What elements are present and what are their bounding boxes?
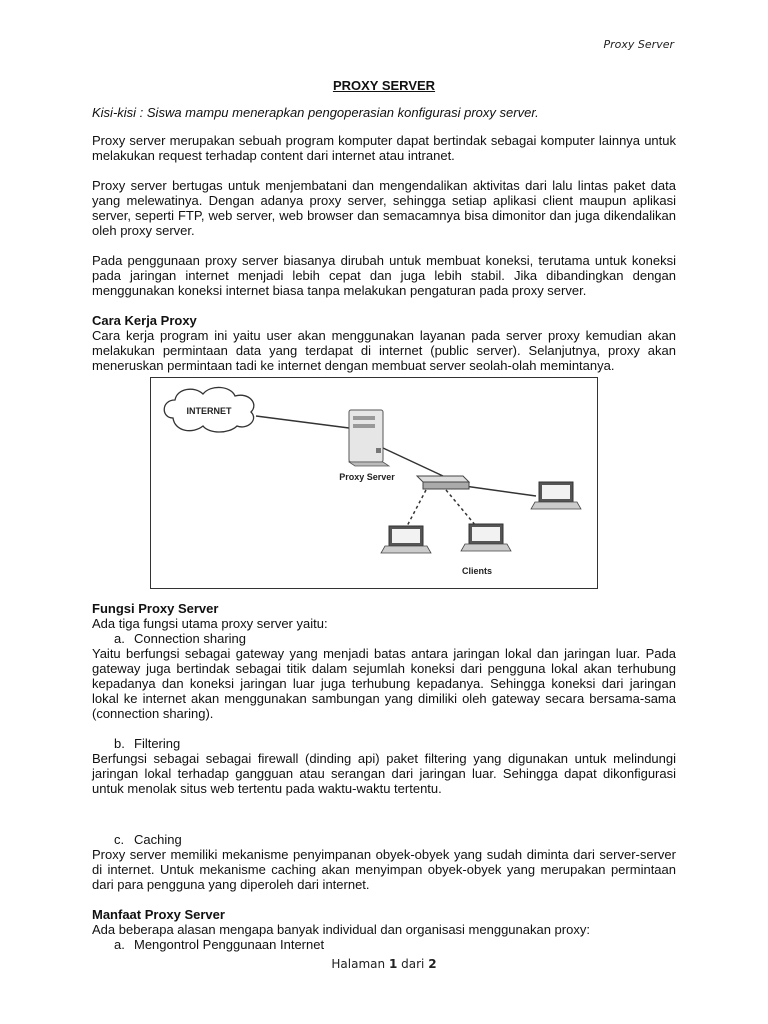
list-item-label: Mengontrol Penggunaan Internet <box>134 937 325 952</box>
intro-paragraph-3: Pada penggunaan proxy server biasanya dirubah untuk membuat koneksi, terutama untuk koneksi pada jaringan internet menjadi lebih cepat dan juga lebih stabil. Jika dibandingkan dengan menggunakan koneksi internet biasa tanpa melakukan pengaturan pada proxy server. <box>92 253 676 298</box>
proxy-server-label: Proxy Server <box>339 472 395 482</box>
manfaat-intro: Ada beberapa alasan mengapa banyak individual dan organisasi menggunakan proxy: <box>92 922 590 937</box>
internet-label: INTERNET <box>186 406 232 416</box>
fungsi-heading: Fungsi Proxy Server <box>92 601 219 616</box>
footer-page-number: 1 <box>388 957 398 971</box>
line-internet-proxy <box>256 416 349 428</box>
fungsi-item-a <box>92 631 676 646</box>
clients-label: Clients <box>461 566 493 576</box>
fungsi-item-b <box>92 736 676 751</box>
manfaat-item-a <box>92 937 676 952</box>
laptop-icon-left <box>381 526 431 553</box>
fungsi-item-c <box>92 832 676 847</box>
cara-kerja-text: Cara kerja program ini yaitu user akan menggunakan layanan pada server proxy kemudian akan melakukan permintaan data yang terdapat di internet (public server). Selanjutnya, proxy akan meneruskan permintaan tadi ke internet dengan membuat server seolah-olah memintanya. <box>92 328 676 373</box>
intro-paragraph-1: Proxy server merupakan sebuah program komputer dapat bertindak sebagai komputer lainnya untuk melakukan request terhadap content dari internet atau intranet. <box>92 133 676 163</box>
cara-kerja-heading: Cara Kerja Proxy <box>92 313 197 328</box>
fungsi-item-a-text: Yaitu berfungsi sebagai gateway yang menjadi batas antara jaringan lokal dan jaringan luar. Pada gateway juga bertindak sebagai titik dalam sejumlah koneksi dari pengguna lokal akan terhubung kepadanya dan koneksi jaringan luar juga terhubung kepadanya. Sehingga koneksi dari jaringan lokal ke internet akan menggunakan sambungan yang dimiliki oleh gateway secara bersama-sama (connection sharing). <box>92 646 676 721</box>
document-body <box>92 105 676 952</box>
list-item-label: Caching <box>134 832 182 847</box>
server-icon <box>349 410 389 466</box>
list-item-label: Connection sharing <box>134 631 247 646</box>
fungsi-intro: Ada tiga fungsi utama proxy server yaitu: <box>92 616 328 631</box>
footer-prefix: Halaman <box>331 957 386 971</box>
footer-separator: dari <box>401 957 425 971</box>
kisi-kisi: Kisi-kisi : Siswa mampu menerapkan pengoperasian konfigurasi proxy server. <box>92 105 539 120</box>
fungsi-item-c-text: Proxy server memiliki mekanisme penyimpanan obyek-obyek yang sudah diminta dari server-server di internet. Untuk mekanisme caching akan menyimpan obyek-obyek yang merupakan permintaan dari para pengguna yang diperoleh dari internet. <box>92 847 676 892</box>
laptop-icon-middle <box>461 524 511 551</box>
list-item-label: Filtering <box>134 736 181 751</box>
page-title: PROXY SERVER <box>332 78 436 93</box>
switch-icon <box>417 476 469 489</box>
list-marker: b. <box>114 736 125 751</box>
footer-total-pages: 2 <box>428 957 437 971</box>
page-footer <box>0 957 768 971</box>
list-marker: c. <box>114 832 125 847</box>
manfaat-heading: Manfaat Proxy Server <box>92 907 225 922</box>
laptop-icon-right <box>531 482 581 509</box>
line-switch-client-left <box>406 490 426 528</box>
fungsi-item-b-text: Berfungsi sebagai sebagai firewall (dinding api) paket filtering yang digunakan untuk melindungi jaringan lokal terhadap gangguan atau serangan dari jaringan luar. Sehingga dapat dikonfigurasi untuk menolak situs web tertentu pada waktu-waktu tertentu. <box>92 751 676 796</box>
intro-paragraph-2: Proxy server bertugas untuk menjembatani dan mengendalikan aktivitas dari lalu lintas paket data yang melewatinya. Dengan adanya proxy server, sehingga setiap aplikasi client maupun aplikasi server, seperti FTP, web server, web browser dan semacamnya bisa dimonitor dan juga dikendalikan oleh proxy server. <box>92 178 676 238</box>
network-diagram-svg <box>151 378 597 588</box>
connection-lines <box>256 416 536 528</box>
running-header: Proxy Server <box>603 38 674 51</box>
list-marker: a. <box>114 631 125 646</box>
proxy-network-diagram <box>150 377 598 589</box>
list-marker: a. <box>114 937 125 952</box>
line-switch-client-middle <box>446 490 476 526</box>
